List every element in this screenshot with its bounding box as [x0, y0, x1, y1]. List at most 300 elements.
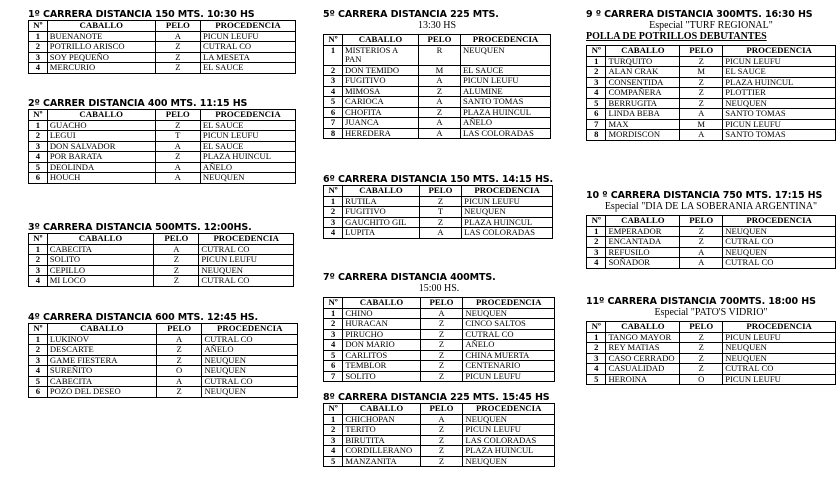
origin: NEUQUEN — [723, 343, 836, 354]
table-row — [587, 247, 836, 258]
horse-name: MERCURIO — [47, 63, 155, 74]
column-header: CABALLO — [606, 322, 680, 333]
origin: CHINA MUERTA — [463, 350, 555, 361]
runner-number: 6 — [324, 361, 343, 372]
runner-number: 6 — [324, 107, 343, 118]
column-header: Nº — [324, 404, 343, 415]
runner-number: 1 — [324, 308, 343, 319]
runner-number: 3 — [587, 77, 606, 88]
column-header: Nº — [29, 324, 48, 335]
runner-number: 1 — [29, 334, 48, 345]
runner-number: 4 — [587, 258, 606, 269]
column-header: PELO — [680, 322, 723, 333]
runner-number: 3 — [324, 329, 343, 340]
origin: PLAZA HUINCUL — [462, 217, 553, 228]
table-row — [29, 255, 294, 266]
race-table — [586, 321, 836, 385]
horse-name: CARLITOS — [343, 350, 420, 361]
race-5 — [323, 9, 551, 139]
origin: AÑELO — [202, 345, 298, 356]
table-row — [587, 343, 836, 354]
runner-number: 6 — [587, 109, 606, 120]
runner-number: 3 — [324, 435, 343, 446]
table-row — [587, 130, 836, 141]
horse-name: COMPAÑERA — [606, 88, 680, 99]
column-header: PROCEDENCIA — [463, 298, 555, 309]
origin: CENTENARIO — [463, 361, 555, 372]
origin: LAS COLORADAS — [463, 435, 555, 446]
race-title: 1º CARRERA DISTANCIA 150 MTS. 10:30 HS — [28, 9, 255, 20]
runner-number: 8 — [324, 128, 343, 139]
horse-name: EMPERADOR — [606, 226, 680, 237]
race-title: 8º CARRERA DISTANCIA 225 MTS. 15:45 HS — [323, 392, 550, 403]
origin: AÑELO — [200, 162, 295, 173]
table-header-row — [587, 46, 836, 57]
horse-name: POR BARATA — [47, 152, 155, 163]
origin: PICUN LEUFU — [461, 76, 551, 87]
race-4 — [28, 312, 298, 398]
column-header: PELO — [420, 298, 463, 309]
runner-number: 5 — [587, 98, 606, 109]
origin: PICUN LEUFU — [463, 425, 555, 436]
column-header: Nº — [587, 46, 606, 57]
table-row — [29, 366, 298, 377]
table-row — [587, 364, 836, 375]
race-9 — [586, 9, 836, 141]
coat-color: A — [155, 141, 200, 152]
horse-name: BERRUGITA — [606, 98, 680, 109]
horse-name: MORDISCON — [606, 130, 680, 141]
race-subtitle-2: POLLA DE POTRILLOS DEBUTANTES — [586, 31, 767, 42]
horse-name: SOLITO — [343, 371, 420, 382]
horse-name: HEROINA — [606, 374, 680, 385]
origin: EL SAUCE — [461, 65, 551, 76]
runner-number: 1 — [587, 332, 606, 343]
horse-name: REFUSILO — [606, 247, 680, 258]
runner-number: 3 — [29, 141, 48, 152]
coat-color: Z — [156, 387, 202, 398]
origin: CUTRAL CO — [202, 334, 298, 345]
horse-name: CHICHOPAN — [343, 414, 420, 425]
coat-color: Z — [420, 446, 463, 457]
coat-color: O — [156, 366, 202, 377]
race-title: 3º CARRERA DISTANCIA 500MTS. 12:00HS. — [28, 222, 252, 233]
runner-number: 7 — [587, 119, 606, 130]
table-row — [29, 131, 296, 142]
origin: PLAZA HUINCUL — [463, 446, 555, 457]
column-header: PROCEDENCIA — [463, 404, 555, 415]
column-header: Nº — [29, 21, 48, 32]
coat-color: Z — [420, 435, 463, 446]
origin: NEUQUEN — [461, 45, 551, 65]
runner-number: 1 — [324, 45, 343, 65]
origin: PLAZA HUINCUL — [200, 152, 295, 163]
horse-name: POTRILLO ARISCO — [47, 42, 155, 53]
origin: CUTRAL CO — [723, 258, 836, 269]
race-11 — [586, 296, 836, 385]
coat-color: A — [419, 97, 461, 108]
horse-name: ENCANTADA — [606, 237, 680, 248]
origin: CUTRAL CO — [201, 42, 296, 53]
runner-number: 2 — [324, 65, 343, 76]
column-header: PELO — [154, 234, 199, 245]
coat-color: Z — [680, 332, 723, 343]
table-row — [324, 435, 555, 446]
race-table — [323, 34, 551, 139]
column-header: CABALLO — [47, 21, 155, 32]
origin: NEUQUEN — [723, 98, 836, 109]
runner-number: 4 — [324, 228, 343, 239]
origin: AÑELO — [461, 118, 551, 129]
table-header-row — [29, 324, 298, 335]
coat-color: Z — [420, 371, 463, 382]
origin: NEUQUEN — [723, 226, 836, 237]
coat-color: M — [680, 119, 723, 130]
origin: SANTO TOMAS — [461, 97, 551, 108]
horse-name: SOLITO — [47, 255, 154, 266]
coat-color: Z — [420, 329, 463, 340]
horse-name: CASUALIDAD — [606, 364, 680, 375]
coat-color: A — [156, 376, 202, 387]
table-row — [587, 98, 836, 109]
column-header: PROCEDENCIA — [461, 35, 551, 46]
table-row — [29, 355, 298, 366]
race-table — [28, 233, 294, 287]
horse-name: CHINO — [343, 308, 420, 319]
runner-number: 5 — [587, 374, 606, 385]
table-row — [29, 152, 296, 163]
table-row — [324, 308, 555, 319]
horse-name: TURQUITO — [606, 56, 680, 67]
column-header: PROCEDENCIA — [199, 234, 294, 245]
runner-number: 2 — [324, 319, 343, 330]
runner-number: 2 — [29, 345, 48, 356]
runner-number: 4 — [324, 86, 343, 97]
table-row — [29, 173, 296, 184]
table-row — [587, 77, 836, 88]
table-header-row — [29, 234, 294, 245]
coat-color: Z — [155, 120, 200, 131]
horse-name: GAUCHITO GIL — [343, 217, 420, 228]
runner-number: 1 — [587, 56, 606, 67]
origin: NEUQUEN — [463, 308, 555, 319]
race-1 — [28, 9, 296, 74]
horse-name: MAX — [606, 119, 680, 130]
horse-name: HURACAN — [343, 319, 420, 330]
origin: NEUQUEN — [199, 265, 294, 276]
origin: NEUQUEN — [463, 456, 555, 467]
runner-number: 1 — [324, 414, 343, 425]
race-table — [28, 323, 298, 398]
runner-number: 7 — [324, 118, 343, 129]
origin: NEUQUEN — [463, 414, 555, 425]
origin: ALUMINE — [461, 86, 551, 97]
coat-color: Z — [680, 56, 723, 67]
table-row — [324, 319, 555, 330]
table-row — [324, 107, 551, 118]
coat-color: A — [419, 228, 461, 239]
horse-name: DON MARIO — [343, 340, 420, 351]
table-row — [29, 52, 296, 63]
coat-color: T — [155, 131, 200, 142]
coat-color: Z — [680, 343, 723, 354]
runner-number: 3 — [29, 265, 48, 276]
coat-color: A — [419, 76, 461, 87]
runner-number: 1 — [587, 226, 606, 237]
origin: PICUN LEUFU — [201, 31, 296, 42]
runner-number: 1 — [29, 31, 48, 42]
horse-name: REY MATIAS — [606, 343, 680, 354]
horse-name: RUTILA — [343, 196, 420, 207]
race-7 — [323, 272, 555, 382]
horse-name: SOÑADOR — [606, 258, 680, 269]
coat-color: A — [680, 109, 723, 120]
table-row — [324, 371, 555, 382]
runner-number: 3 — [29, 52, 48, 63]
column-header: PELO — [155, 21, 200, 32]
table-row — [587, 353, 836, 364]
coat-color: A — [680, 130, 723, 141]
column-header: PELO — [680, 46, 723, 57]
runner-number: 3 — [324, 76, 343, 87]
runner-number: 4 — [324, 446, 343, 457]
table-row — [324, 207, 553, 218]
coat-color: Z — [155, 152, 200, 163]
coat-color: A — [155, 173, 200, 184]
horse-name: DON SALVADOR — [47, 141, 155, 152]
column-header: PROCEDENCIA — [202, 324, 298, 335]
table-row — [324, 340, 555, 351]
column-header: CABALLO — [47, 110, 155, 121]
coat-color: A — [155, 162, 200, 173]
table-row — [587, 226, 836, 237]
table-row — [324, 228, 553, 239]
coat-color: Z — [420, 350, 463, 361]
race-2 — [28, 98, 296, 184]
column-header: PROCEDENCIA — [462, 186, 553, 197]
horse-name: SOY PEQUEÑO — [47, 52, 155, 63]
origin: SANTO TOMAS — [723, 109, 836, 120]
runner-number: 5 — [324, 456, 343, 467]
origin: CUTRAL CO — [463, 329, 555, 340]
origin: PICUN LEUFU — [200, 131, 295, 142]
table-row — [29, 265, 294, 276]
horse-name: DEOLINDA — [47, 162, 155, 173]
horse-name: CEPILLO — [47, 265, 154, 276]
table-header-row — [324, 404, 555, 415]
table-row — [587, 88, 836, 99]
origin: SANTO TOMAS — [723, 130, 836, 141]
coat-color: Z — [154, 255, 199, 266]
column-header: CABALLO — [47, 234, 154, 245]
coat-color: R — [419, 45, 461, 65]
race-table — [323, 403, 555, 467]
table-row — [324, 76, 551, 87]
horse-name: CASO CERRADO — [606, 353, 680, 364]
table-row — [29, 120, 296, 131]
column-header: PROCEDENCIA — [723, 322, 836, 333]
coat-color: Z — [420, 456, 463, 467]
origin: PICUN LEUFU — [723, 56, 836, 67]
horse-name: LUPITA — [343, 228, 420, 239]
coat-color: Z — [419, 107, 461, 118]
race-table — [323, 185, 553, 239]
race-title: 10 º CARRERA DISTANCIA 750 MTS. 17:15 HS — [586, 190, 823, 201]
runner-number: 2 — [587, 343, 606, 354]
coat-color: Z — [154, 265, 199, 276]
column-header: CABALLO — [606, 46, 680, 57]
coat-color: Z — [420, 361, 463, 372]
coat-color: Z — [680, 77, 723, 88]
horse-name: MISTERIOS A PAN — [343, 45, 419, 65]
coat-color: Z — [156, 345, 202, 356]
origin: PICUN LEUFU — [463, 371, 555, 382]
runner-number: 4 — [324, 340, 343, 351]
column-header: PELO — [420, 404, 463, 415]
table-row — [324, 128, 551, 139]
origin: CUTRAL CO — [723, 237, 836, 248]
runner-number: 8 — [587, 130, 606, 141]
column-header: PROCEDENCIA — [201, 21, 296, 32]
runner-number: 4 — [29, 152, 48, 163]
coat-color: Z — [420, 319, 463, 330]
table-row — [324, 45, 551, 65]
column-header: PROCEDENCIA — [200, 110, 295, 121]
coat-color: Z — [680, 88, 723, 99]
runner-number: 3 — [29, 355, 48, 366]
origin: PICUN LEUFU — [723, 332, 836, 343]
origin: CINCO SALTOS — [463, 319, 555, 330]
runner-number: 2 — [29, 131, 48, 142]
table-row — [587, 67, 836, 78]
coat-color: Z — [155, 52, 200, 63]
origin: PLAZA HUINCUL — [723, 77, 836, 88]
table-header-row — [324, 186, 553, 197]
origin: PLOTTIER — [723, 88, 836, 99]
race-subtitle: 15:00 HS. — [418, 283, 460, 294]
column-header: Nº — [324, 35, 343, 46]
origin: EL SAUCE — [201, 63, 296, 74]
table-row — [324, 217, 553, 228]
coat-color: Z — [419, 86, 461, 97]
coat-color: Z — [155, 42, 200, 53]
runner-number: 4 — [587, 364, 606, 375]
origin: EL SAUCE — [200, 141, 295, 152]
origin: LAS COLORADAS — [461, 128, 551, 139]
runner-number: 1 — [324, 196, 343, 207]
table-header-row — [29, 21, 296, 32]
column-header: CABALLO — [343, 35, 419, 46]
table-row — [324, 456, 555, 467]
runner-number: 4 — [29, 276, 48, 287]
horse-name: LINDA BEBA — [606, 109, 680, 120]
column-header: PELO — [419, 186, 461, 197]
coat-color: Z — [680, 353, 723, 364]
horse-name: CARIOCA — [343, 97, 419, 108]
table-row — [29, 387, 298, 398]
race-10 — [586, 190, 836, 269]
column-header: CABALLO — [343, 404, 420, 415]
race-title: 4º CARRERA DISTANCIA 600 MTS. 12:45 HS. — [28, 312, 259, 323]
column-header: Nº — [587, 216, 606, 227]
horse-name: FUGITIVO — [343, 76, 419, 87]
origin: CUTRAL CO — [202, 376, 298, 387]
table-header-row — [587, 216, 836, 227]
race-table — [586, 45, 836, 141]
origin: EL SAUCE — [200, 120, 295, 131]
horse-name: CORDILLERANO — [343, 446, 420, 457]
horse-name: DESCARTE — [47, 345, 156, 356]
table-header-row — [587, 322, 836, 333]
horse-name: POZO DEL DESEO — [47, 387, 156, 398]
table-row — [587, 258, 836, 269]
table-header-row — [29, 110, 296, 121]
coat-color: Z — [419, 217, 461, 228]
race-6 — [323, 174, 553, 239]
runner-number: 2 — [324, 207, 343, 218]
horse-name: MANZANITA — [343, 456, 420, 467]
horse-name: CABECITA — [47, 376, 156, 387]
table-row — [29, 141, 296, 152]
table-row — [324, 425, 555, 436]
runner-number: 7 — [324, 371, 343, 382]
coat-color: Z — [419, 196, 461, 207]
horse-name: CABECITA — [47, 244, 154, 255]
runner-number: 2 — [324, 425, 343, 436]
origin: PLAZA HUINCUL — [461, 107, 551, 118]
runner-number: 5 — [29, 376, 48, 387]
coat-color: M — [680, 67, 723, 78]
race-title: 6º CARRERA DISTANCIA 150 MTS. 14:15 HS. — [323, 174, 554, 185]
table-row — [324, 97, 551, 108]
table-row — [587, 109, 836, 120]
table-row — [324, 361, 555, 372]
runner-number: 3 — [587, 353, 606, 364]
table-row — [324, 86, 551, 97]
horse-name: FUGITIVO — [343, 207, 420, 218]
table-row — [29, 63, 296, 74]
race-subtitle: Especial "PATO'S VIDRIO" — [654, 307, 768, 318]
coat-color: Z — [680, 98, 723, 109]
table-row — [324, 329, 555, 340]
column-header: CABALLO — [343, 186, 420, 197]
runner-number: 1 — [29, 120, 48, 131]
horse-name: GUACHO — [47, 120, 155, 131]
origin: NEUQUEN — [202, 366, 298, 377]
table-row — [29, 345, 298, 356]
origin: LA MESETA — [201, 52, 296, 63]
runner-number: 2 — [587, 237, 606, 248]
origin: CUTRAL CO — [199, 276, 294, 287]
coat-color: A — [154, 244, 199, 255]
horse-name: TERITO — [343, 425, 420, 436]
coat-color: Z — [156, 355, 202, 366]
coat-color: Z — [680, 364, 723, 375]
runner-number: 1 — [29, 244, 48, 255]
coat-color: A — [680, 258, 723, 269]
race-subtitle: Especial "DIA DE LA SOBERANIA ARGENTINA" — [604, 201, 818, 212]
column-header: CABALLO — [47, 324, 156, 335]
horse-name: LUKINOV — [47, 334, 156, 345]
column-header: Nº — [587, 322, 606, 333]
horse-name: HEREDERA — [343, 128, 419, 139]
origin: NEUQUEN — [202, 355, 298, 366]
horse-name: SUREÑITO — [47, 366, 156, 377]
column-header: CABALLO — [606, 216, 680, 227]
horse-name: GAME FIESTERA — [47, 355, 156, 366]
origin: PICUN LEUFU — [199, 255, 294, 266]
runner-number: 2 — [29, 42, 48, 53]
